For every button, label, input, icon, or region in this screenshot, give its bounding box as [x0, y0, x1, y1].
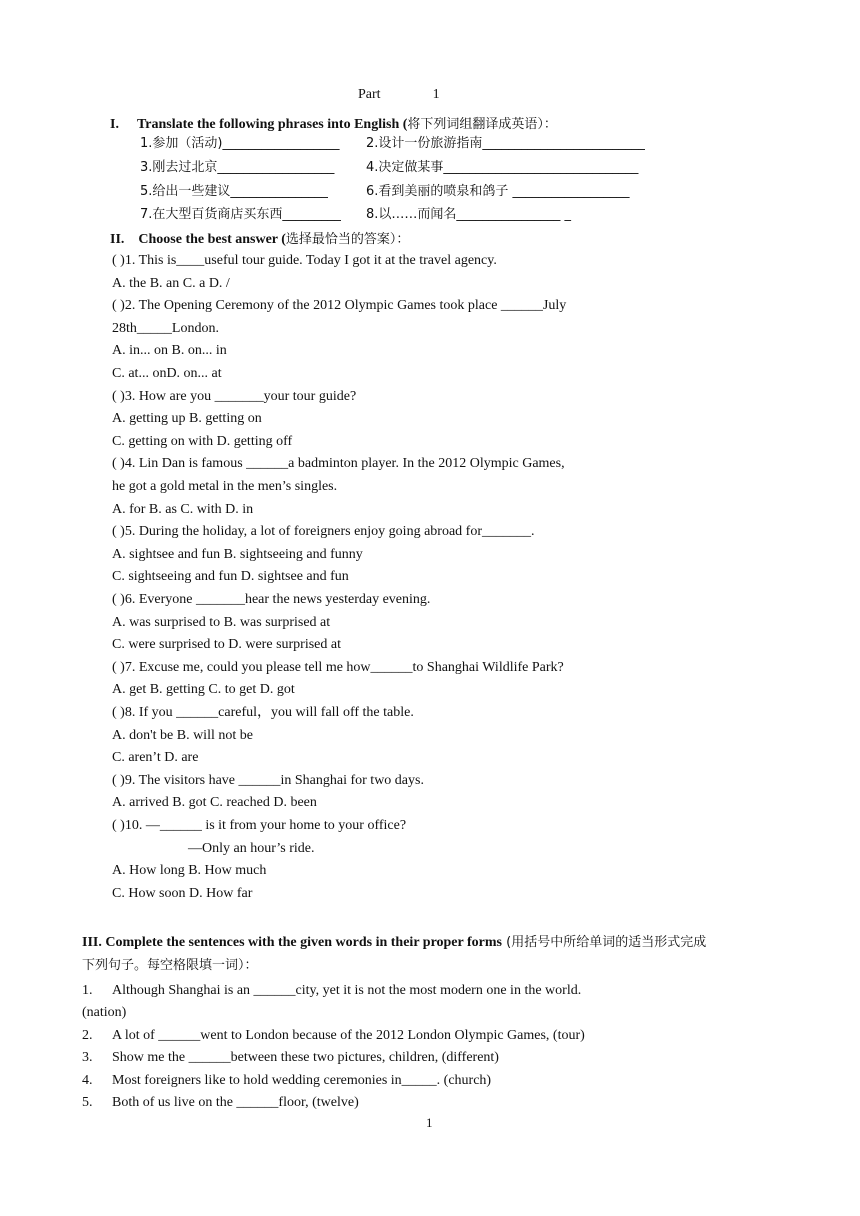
question-line: ( )1. This is____useful tour guide. Today I got it at the travel agency. [112, 253, 497, 268]
phrase-row-right: 4.决定做某事______________________________ [366, 160, 639, 175]
question-line: ( )2. The Opening Ceremony of the 2012 Olympic Games took place ______July [112, 298, 567, 313]
question-line: A. get B. getting C. to get D. got [112, 682, 295, 697]
question-line: ( )7. Excuse me, could you please tell me how______to Shanghai Wildlife Park? [112, 660, 564, 675]
question-line: C. aren’t D. are [112, 750, 199, 765]
question-line: C. How soon D. How far [112, 886, 253, 901]
question-line: ( )6. Everyone _______hear the news yesterday evening. [112, 592, 431, 607]
phrase-row-left: 3.刚去过北京__________________ [140, 160, 335, 175]
question-line: ( )8. If you ______careful，you will fall off the table. [112, 705, 414, 720]
question-line: A. for B. as C. with D. in [112, 502, 254, 517]
question-line: ( )9. The visitors have ______in Shanghai for two days. [112, 773, 424, 788]
question-line: A. was surprised to B. was surprised at [112, 615, 331, 630]
question-line: —Only an hour’s ride. [188, 841, 315, 856]
fill-in-item [82, 1094, 359, 1112]
phrase-row-right: 8.以……而闻名________________ _ [366, 207, 572, 222]
question-line: ( )3. How are you _______your tour guide? [112, 389, 357, 404]
item-text: Although Shanghai is an ______city, yet it is not the most modern one in the world. [112, 983, 582, 998]
item-text: Most foreigners like to hold wedding ceremonies in_____. (church) [112, 1073, 492, 1088]
fill-in-item [82, 1004, 126, 1022]
fill-in-item [82, 1072, 491, 1090]
item-number: 5. [82, 1095, 93, 1110]
section-3-title: III. Complete the sentences with the given words in their proper forms (用括号中所给单词的适当形式完成 [82, 935, 707, 950]
fill-in-item [82, 982, 581, 1000]
phrase-row-right: 6.看到美丽的喷泉和鸽子 __________________ [366, 184, 630, 199]
part-label: Part 1 [358, 87, 440, 102]
question-line: ( )4. Lin Dan is famous ______a badminton player. In the 2012 Olympic Games, [112, 456, 565, 471]
question-line: A. getting up B. getting on [112, 411, 262, 426]
question-line: he got a gold metal in the men’s singles. [112, 479, 338, 494]
question-line: A. sightsee and fun B. sightseeing and funny [112, 547, 363, 562]
section-2-title: II. Choose the best answer (选择最恰当的答案）： [110, 232, 410, 247]
question-line: A. in... on B. on... in [112, 343, 227, 358]
item-text: (nation) [82, 1005, 127, 1020]
question-line: A. arrived B. got C. reached D. been [112, 795, 317, 810]
section-1-title: I. Translate the following phrases into English (将下列词组翻译成英语）： [110, 117, 557, 132]
question-line: 28th_____London. [112, 321, 219, 336]
question-line: C. were surprised to D. were surprised at [112, 637, 341, 652]
question-line: ( )5. During the holiday, a lot of foreigners enjoy going abroad for_______. [112, 524, 535, 539]
question-line: A. How long B. How much [112, 863, 267, 878]
question-line: A. don't be B. will not be [112, 728, 253, 743]
phrase-row-left: 1.参加（活动)__________________ [140, 136, 340, 151]
phrase-row-left: 7.在大型百货商店买东西_________ [140, 207, 341, 222]
item-number: 1. [82, 983, 93, 998]
item-number: 3. [82, 1050, 93, 1065]
phrase-row-right: 2.设计一份旅游指南_________________________ [366, 136, 645, 151]
item-text: Both of us live on the ______floor, (twelve) [112, 1095, 359, 1110]
item-number: 2. [82, 1028, 93, 1043]
item-text: A lot of ______went to London because of the 2012 London Olympic Games, (tour) [112, 1028, 585, 1043]
fill-in-item [82, 1027, 585, 1045]
section-3-title-continued: 下列句子。每空格限填一词）： [82, 958, 258, 973]
question-line: C. at... onD. on... at [112, 366, 222, 381]
question-line: ( )10. —______ is it from your home to your office? [112, 818, 407, 833]
phrase-row-left: 5.给出一些建议_______________ [140, 184, 328, 199]
question-line: C. getting on with D. getting off [112, 434, 293, 449]
question-line: C. sightseeing and fun D. sightsee and fun [112, 569, 349, 584]
item-number: 4. [82, 1073, 93, 1088]
page-number: 1 [426, 1115, 433, 1130]
item-text: Show me the ______between these two pictures, children, (different) [112, 1050, 499, 1065]
question-line: A. the B. an C. a D. / [112, 276, 230, 291]
fill-in-item [82, 1049, 499, 1067]
